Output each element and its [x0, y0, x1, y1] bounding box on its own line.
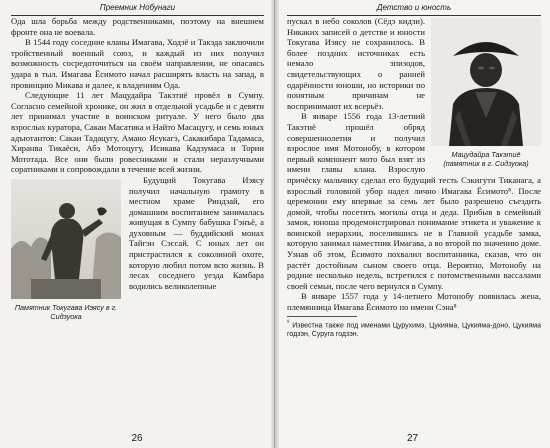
statue-photo-right	[431, 18, 541, 146]
book-gutter	[271, 0, 279, 448]
statue-figure-left	[11, 179, 121, 321]
footnote	[287, 319, 541, 339]
right-paragraph-3: В январе 1557 года у 14-летнего Мотонобу появилась жена, племянница Имагава Ёсимото по имени Сэна⁸	[287, 291, 541, 313]
statue-caption-left: Памятник Токугава Иэясу в г. Сидзуока	[14, 302, 118, 321]
right-paragraph-2: В январе 1556 года 13-летний Такэтиё прошёл обряд совершеннолетия и получил взрослое имя Мотонобу, в котором первый компонент мото был взят из имени главы клана. Взрослую причёску мальчику сделал его будущий тесть Сэкигути Тиканага, а взрослый головной убор надел лично Имагава Ёсимото⁸. После церемонии ему впервые за семь лет было разрешено съездить домой, чтобы посетить могилы отца и деда. Прибыв в семейный замок, юноша продемонстрировал понимание этикета и уважение к воинской иерархии, поселившись не в Главной усадьбе замка, которую занимал наместник Имагава, а во второй по значению доме. Узнав об этом, Ёсимото похвалил воспитанника, сказав, что он растёт достойным сыном своего отца. Вероятно, Мотонобу на родине несколько недель, встретился с потомственными вассалами своей семьи, после чего вернулся в Сумпу.	[287, 111, 541, 291]
right-text-body	[287, 16, 541, 313]
left-paragraph-1: Ода шла борьба между родственниками, поэтому на внешнем фронте она не воевала.	[11, 16, 264, 37]
right-running-head: Детство и юность	[287, 3, 541, 16]
left-text-body	[11, 16, 264, 321]
left-paragraph-2: В 1544 году соседние кланы Имагава, Ходзё и Такэда заключили тройственный военный союз, и каждый из них получил возможность сосредоточиться на своём направлении, не опасаясь удара в тыл. Имагава Ёсимото начал расширять власть на запад, в провинцию Микава и далее, к владениям Ода.	[11, 37, 264, 90]
bust-image	[431, 18, 541, 146]
footnote-rule	[287, 316, 357, 317]
left-page-number: 26	[131, 433, 143, 444]
left-running-head: Преемник Нобунаги	[11, 3, 264, 16]
statue-photo-left	[11, 179, 121, 299]
statue-caption-right-1: Мацудайра Такэтиё	[451, 150, 521, 159]
statue-caption-right-2: (памятник в г. Сидзуока)	[443, 159, 529, 168]
footnote-text: Известна также под именами Цурухимэ, Цукияма, Цукияма-доно, Цукияма годзэн, Суруга годзэн.	[287, 321, 541, 338]
statue-image	[11, 179, 121, 299]
right-paragraph-1: пускал в небо соколов (Сёдэ кидзи). Никаких записей о детстве и юности Токугава Иэясу не сохранилось. В более поздних источниках есть немало эпизодов, свидетельствующих о ранней одарённости юноши, но историки по понятным причинам не воспринимают их всерьёз.	[287, 16, 425, 111]
left-paragraph-3: Следующие 11 лет Мацудайра Такэтиё провёл в Сумпу. Согласно семейной хронике, он жил в отдельной усадьбе и с девяти лет принимал участие в воинском ритуале. У него было два взрослых куратора, Сакаи Масатика и Найто Масацугу, и семь юных адъютантов: Сакаи Тадацугу, Амано Ясукагэ, Сакакибара Тадамаса, Хиранва Тикаёси, Абэ Мотоцугу, Исикава Кадзумаса и Тории Мототада. Все они были ровесниками и стали неразлучными соратниками и сопровождали в течение всей жизни.	[11, 90, 264, 175]
statue-figure-right	[431, 18, 541, 168]
right-page	[275, 0, 550, 448]
right-page-number: 27	[406, 433, 419, 444]
left-paragraph-4: Будущий Токугава Иэясу получил начальную грамоту в местном храме Риндзай, его домашним воспитанием занималась живущая в Сумпу бабушка Гэнъё, а духовным — буддийский монах Тайгэн Сэссай. С юных лет он пристрастился к соколиной охоте, которую любил потом всю жизнь. В лесах соседнего уезда Камбара водились великолепные	[129, 174, 264, 291]
footnote-mark: ⁸	[287, 319, 290, 326]
